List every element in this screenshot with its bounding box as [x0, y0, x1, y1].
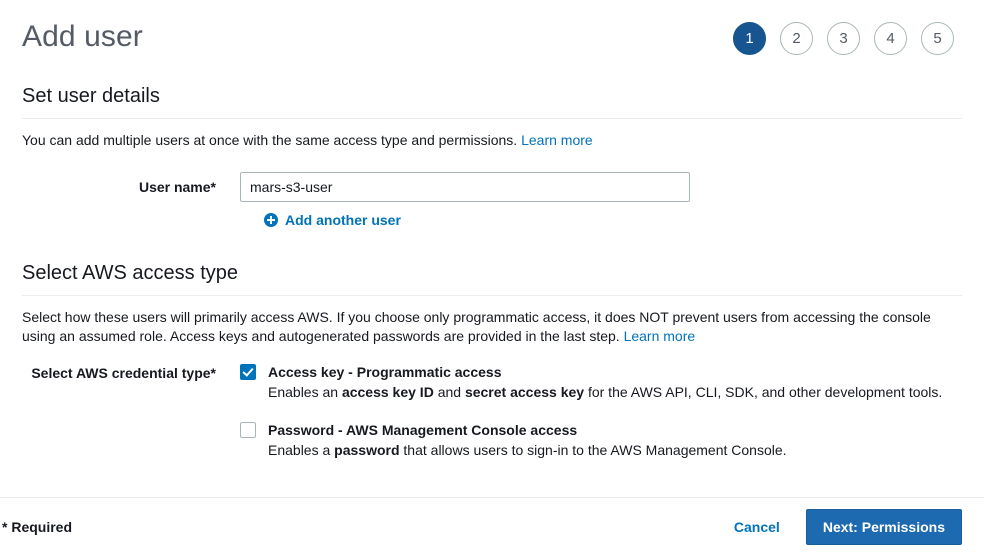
access-key-desc-bold1: access key ID	[341, 384, 434, 400]
user-details-learn-more-link[interactable]: Learn more	[521, 132, 593, 148]
set-user-details-section	[0, 85, 984, 228]
credential-option-password	[240, 420, 962, 460]
access-key-description	[268, 382, 942, 402]
step-1[interactable]: 1	[733, 22, 766, 55]
password-text	[268, 420, 787, 460]
page-header	[0, 0, 984, 55]
access-key-desc-part1: Enables an	[268, 384, 342, 400]
set-user-details-description-text: You can add multiple users at once with the same access type and permissions.	[22, 132, 518, 148]
step-2[interactable]: 2	[780, 22, 813, 55]
cancel-button[interactable]: Cancel	[733, 519, 780, 535]
password-title: Password - AWS Management Console access	[268, 422, 578, 438]
credential-type-options	[240, 362, 962, 478]
access-key-desc-bold2: secret access key	[464, 384, 585, 400]
password-desc-part2: that allows users to sign-in to the AWS Management Console.	[399, 442, 787, 458]
plus-circle-icon	[264, 213, 278, 227]
user-name-input[interactable]	[240, 172, 690, 202]
page-title: Add user	[22, 19, 143, 53]
access-key-desc-part2: and	[433, 384, 465, 400]
add-another-user-button[interactable]	[264, 212, 401, 228]
access-key-checkbox[interactable]	[240, 364, 256, 380]
step-indicator	[733, 22, 954, 55]
step-4[interactable]: 4	[874, 22, 907, 55]
password-desc-bold1: password	[334, 442, 400, 458]
add-another-user-label: Add another user	[285, 212, 401, 228]
access-type-title: Select AWS access type	[22, 262, 239, 284]
page-footer	[0, 497, 984, 556]
set-user-details-title: Set user details	[22, 85, 160, 107]
access-type-description-line2: an assumed role. Access keys and autogenerated passwords are provided in the last step.	[59, 328, 620, 344]
user-name-label: User name*	[138, 179, 216, 195]
step-3[interactable]: 3	[827, 22, 860, 55]
footer-actions	[734, 509, 962, 545]
credential-type-label: Select AWS credential type*	[31, 365, 216, 381]
access-type-section	[0, 262, 984, 478]
user-name-row	[22, 172, 962, 202]
credential-type-block	[22, 362, 962, 478]
access-key-desc-part3: for the AWS API, CLI, SDK, and other development tools.	[584, 384, 943, 400]
password-desc-part1: Enables a	[268, 442, 335, 458]
required-note: * Required	[2, 519, 73, 535]
next-permissions-button[interactable]: Next: Permissions	[806, 509, 962, 545]
access-key-title: Access key - Programmatic access	[268, 364, 502, 380]
section-divider-1	[22, 118, 962, 119]
access-type-description-line1: Select how these users will primarily access AWS. If you choose only programmatic access, it does NOT prevent users from accessing the console using	[22, 309, 931, 344]
credential-option-access-key	[240, 362, 962, 402]
access-type-learn-more-link[interactable]: Learn more	[623, 328, 696, 344]
password-checkbox[interactable]	[240, 422, 256, 438]
access-key-text	[268, 362, 942, 402]
password-description	[268, 440, 787, 460]
set-user-details-description	[22, 131, 962, 150]
access-type-description	[22, 308, 962, 346]
step-5[interactable]: 5	[921, 22, 954, 55]
section-divider-2	[22, 295, 962, 296]
